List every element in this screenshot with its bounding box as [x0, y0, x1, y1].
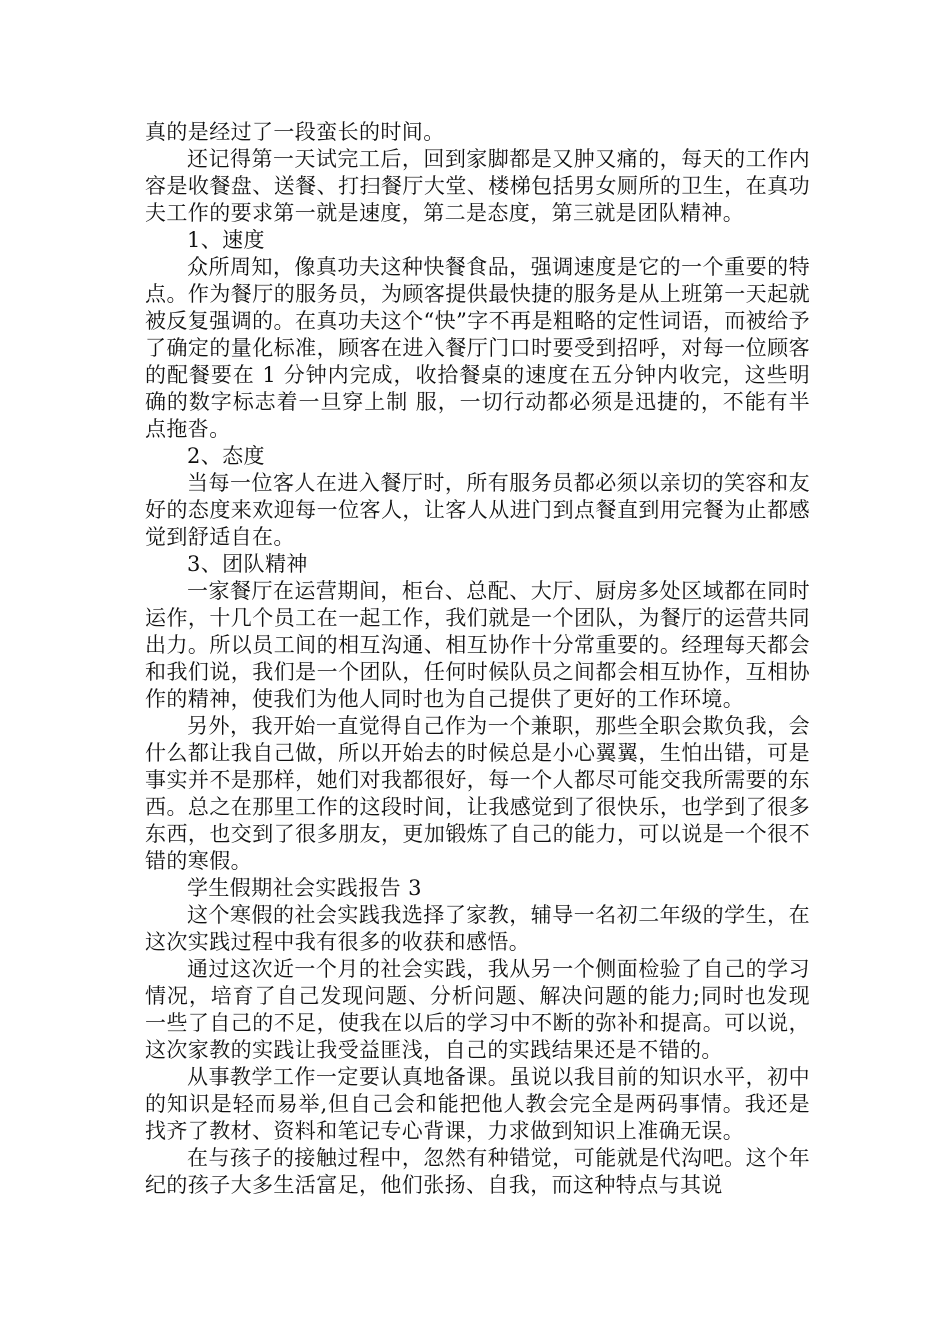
- section-heading-speed: 1、速度: [187, 228, 265, 252]
- section-heading-teamwork: 3、团队精神: [187, 552, 308, 576]
- paragraph-tutoring-reflection: 通过这次近一个月的社会实践，我从另一个侧面检验了自己的学习情况，培育了自己发现问题、分析问题、解决问题的能力;同时也发现一些了自己的不足，使我在以后的学习中不断的弥补和提高。可以说，这次家教的实践让我受益匪浅，自己的实践结果还是不错的。: [145, 957, 810, 1062]
- paragraph-2: 还记得第一天试完工后，回到家脚都是又肿又痛的，每天的工作内容是收餐盘、送餐、打扫餐厅大堂、楼梯包括男女厕所的卫生，在真功夫工作的要求第一就是速度，第二是态度，第三就是团队精神。: [145, 147, 810, 225]
- paragraph-tutoring-intro: 这个寒假的社会实践我选择了家教，辅导一名初二年级的学生，在这次实践过程中我有很多的收获和感悟。: [145, 903, 810, 954]
- paragraph-summary: 另外，我开始一直觉得自己作为一个兼职，那些全职会欺负我，会什么都让我自己做，所以开始去的时候总是小心翼翼，生怕出错，可是事实并不是那样，她们对我都很好，每一个人都尽可能交我所需要的东西。总之在那里工作的这段时间，让我感觉到了很快乐，也学到了很多东西，也交到了很多朋友，更加锻炼了自己的能力，可以说是一个很不错的寒假。: [145, 714, 810, 873]
- paragraph-teamwork: 一家餐厅在运营期间，柜台、总配、大厅、厨房多处区域都在同时运作，十几个员工在一起工作，我们就是一个团队，为餐厅的运营共同出力。所以员工间的相互沟通、相互协作十分常重要的。经理每天都会和我们说，我们是一个团队，任何时候队员之间都会相互协作，互相协作的精神，使我们为他人同时也为自己提供了更好的工作环境。: [145, 579, 810, 711]
- paragraph-attitude: 当每一位客人在进入餐厅时，所有服务员都必须以亲切的笑容和友好的态度来欢迎每一位客人，让客人从进门到点餐直到用完餐为止都感觉到舒适自在。: [145, 471, 810, 549]
- report-title: 学生假期社会实践报告 3: [187, 876, 422, 900]
- paragraph-generation-gap: 在与孩子的接触过程中，忽然有种错觉，可能就是代沟吧。这个年纪的孩子大多生活富足，他们张扬、自我，而这种特点与其说: [145, 1146, 810, 1197]
- section-heading-attitude: 2、态度: [187, 444, 265, 468]
- paragraph-1: 真的是经过了一段蛮长的时间。: [145, 120, 445, 144]
- paragraph-lesson-prep: 从事教学工作一定要认真地备课。虽说以我目前的知识水平，初中的知识是轻而易举,但自己会和能把他人教会完全是两码事情。我还是找齐了教材、资料和笔记专心背课，力求做到知识上准确无误。: [145, 1065, 810, 1143]
- document-body: [145, 119, 810, 1199]
- paragraph-speed: 众所周知，像真功夫这种快餐食品，强调速度是它的一个重要的特点。作为餐厅的服务员，为顾客提供最快捷的服务是从上班第一天起就被反复强调的。在真功夫这个“快”字不再是粗略的定性词语，而被给予了确定的量化标准，顾客在进入餐厅门口时要受到招呼，对每一位顾客的配餐要在 1 分钟内完成，收拾餐桌的速度在五分钟内收完，这些明确的数字标志着一旦穿上制 服，一切行动都必须是迅捷的，不能有半点拖沓。: [145, 255, 810, 441]
